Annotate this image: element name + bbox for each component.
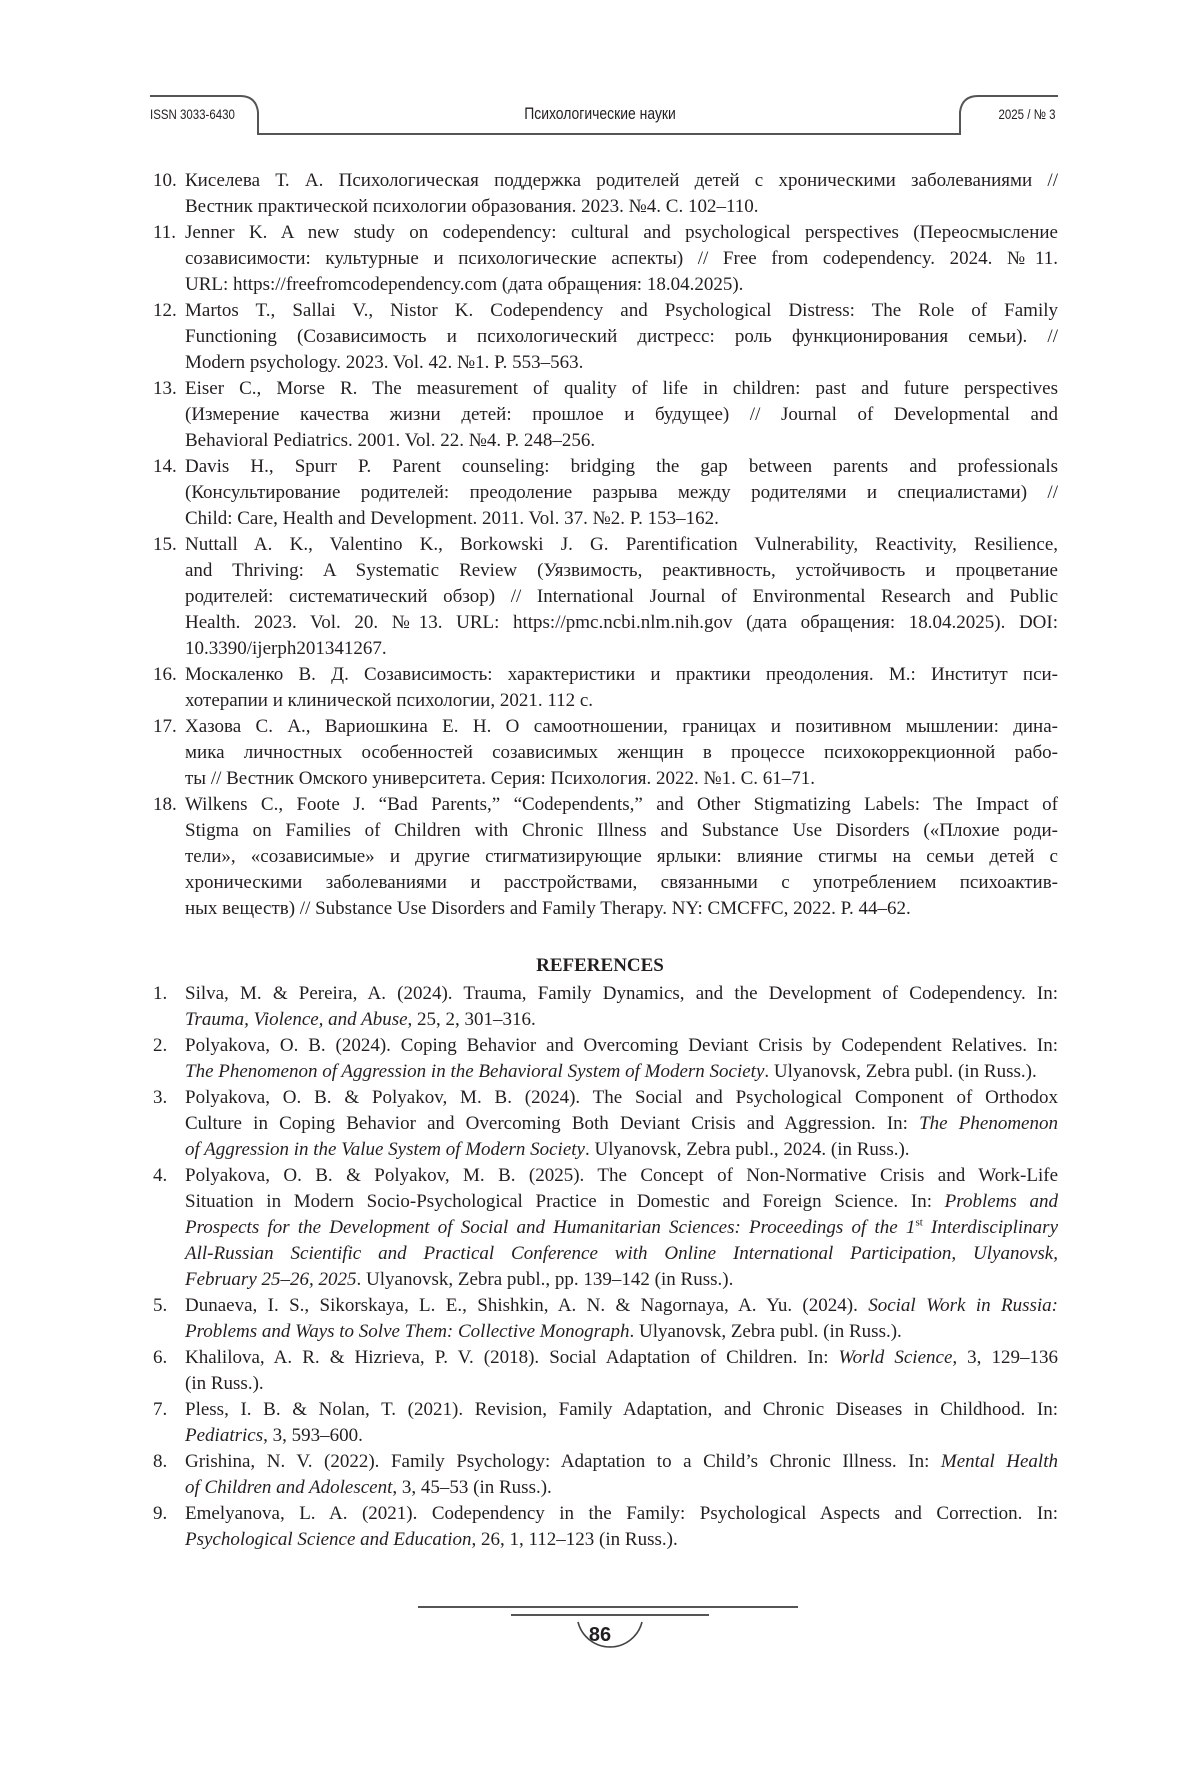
reference-line: [185, 1241, 1058, 1267]
reference-number: 15.: [153, 532, 177, 558]
reference-line: [185, 1189, 1058, 1215]
reference-number: 11.: [153, 220, 176, 246]
reference-line: хотерапии и клинической психологии, 2021. 112 с.: [185, 688, 1058, 714]
reference-item: [153, 298, 1058, 376]
reference-line: [185, 1085, 1058, 1111]
italic-text: Pediatrics: [185, 1425, 263, 1446]
reference-number: 17.: [153, 714, 177, 740]
reference-line: [185, 1449, 1058, 1475]
text-segment: Culture in Coping Behavior and Overcoming Both Deviant Crisis and Aggression. In:: [185, 1113, 919, 1134]
text-segment: (in Russ.).: [185, 1373, 264, 1394]
reference-line: [185, 1501, 1058, 1527]
italic-text: Trauma, Violence, and Abuse: [185, 1009, 408, 1030]
reference-line: and Thriving: A Systematic Review (Уязвимость, реактивность, устойчивость и процветание: [185, 558, 1058, 584]
reference-line: (Консультирование родителей: преодоление разрыва между родителями и специалистами) //: [185, 480, 1058, 506]
reference-line: Nuttall A. K., Valentino K., Borkowski J. G. Parentification Vulnerability, Reactivity, Resilience,: [185, 532, 1058, 558]
reference-number: 6.: [153, 1345, 167, 1371]
text-segment: Khalilova, A. R. & Hizrieva, P. V. (2018). Social Adaptation of Children. In:: [185, 1347, 839, 1368]
reference-item: [153, 1449, 1058, 1501]
reference-line: [185, 1267, 1058, 1293]
reference-line: [185, 1319, 1058, 1345]
reference-line: Wilkens C., Foote J. “Bad Parents,” “Codependents,” and Other Stigmatizing Labels: The Impact of: [185, 792, 1058, 818]
reference-line: [185, 1423, 1058, 1449]
reference-line: Functioning (Созависимость и психологический дистресс: роль функционирования семьи). //: [185, 324, 1058, 350]
reference-line: родителей: систематический обзор) // International Journal of Environmental Research and Public: [185, 584, 1058, 610]
reference-item: [153, 1397, 1058, 1449]
text-segment: . Ulyanovsk, Zebra publ., pp. 139–142 (in Russ.).: [357, 1269, 734, 1290]
italic-text: Mental Health: [941, 1451, 1058, 1472]
reference-number: 16.: [153, 662, 177, 688]
issue-label: 2025 / № 3: [999, 106, 1056, 122]
reference-number: 9.: [153, 1501, 167, 1527]
text-segment: Situation in Modern Socio-Psychological Practice in Domestic and Foreign Science. In:: [185, 1191, 945, 1212]
reference-item: [153, 714, 1058, 792]
reference-line: [185, 1111, 1058, 1137]
reference-line: мика личностных особенностей созависимых женщин в процессе психокоррекционной рабо-: [185, 740, 1058, 766]
reference-line: [185, 1397, 1058, 1423]
english-reference-list: [153, 981, 1058, 1553]
reference-item: [153, 1163, 1058, 1293]
italic-text: Prospects for the Development of Social and Humanitarian Sciences: Proceedings of the 1: [185, 1217, 915, 1238]
text-segment: . Ulyanovsk, Zebra publ., 2024. (in Russ.).: [585, 1139, 910, 1160]
reference-number: 3.: [153, 1085, 167, 1111]
text-segment: Dunaeva, I. S., Sikorskaya, L. E., Shishkin, A. N. & Nagornaya, A. Yu. (2024).: [185, 1295, 868, 1316]
text-segment: , 3, 593–600.: [263, 1425, 363, 1446]
reference-line: Child: Care, Health and Development. 2011. Vol. 37. №2. P. 153–162.: [185, 506, 1058, 532]
italic-text: All-Russian Scientific and Practical Conference with Online International Participation, Ulyanovsk,: [185, 1243, 1058, 1264]
reference-line: Davis H., Spurr P. Parent counseling: bridging the gap between parents and professionals: [185, 454, 1058, 480]
reference-line: [185, 1215, 1058, 1241]
reference-item: [153, 981, 1058, 1033]
text-segment: Silva, M. & Pereira, A. (2024). Trauma, Family Dynamics, and the Development of Codependency. In:: [185, 983, 1058, 1004]
reference-item: [153, 1293, 1058, 1345]
italic-text: February 25–26, 2025: [185, 1269, 357, 1290]
reference-line: Modern psychology. 2023. Vol. 42. №1. P. 553–563.: [185, 350, 1058, 376]
italic-text: Problems and: [945, 1191, 1058, 1212]
reference-item: [153, 1501, 1058, 1553]
reference-number: 13.: [153, 376, 177, 402]
reference-line: (Измерение качества жизни детей: прошлое и будущее) // Journal of Developmental and: [185, 402, 1058, 428]
issn-label: ISSN 3033-6430: [150, 106, 235, 122]
text-segment: Pless, I. B. & Nolan, T. (2021). Revision, Family Adaptation, and Chronic Diseases in Childhood. In:: [185, 1399, 1058, 1420]
text-segment: Polyakova, O. B. & Polyakov, M. B. (2025). The Concept of Non-Normative Crisis and Work-Life: [185, 1165, 1058, 1186]
reference-line: Eiser C., Morse R. The measurement of quality of life in children: past and future perspectives: [185, 376, 1058, 402]
reference-line: ты // Вестник Омского университета. Серия: Психология. 2022. №1. С. 61–71.: [185, 766, 1058, 792]
reference-item: [153, 454, 1058, 532]
reference-line: [185, 1371, 1058, 1397]
reference-number: 7.: [153, 1397, 167, 1423]
reference-item: [153, 376, 1058, 454]
reference-item: [153, 532, 1058, 662]
russian-reference-list: [153, 168, 1058, 922]
reference-number: 14.: [153, 454, 177, 480]
reference-line: ных веществ) // Substance Use Disorders and Family Therapy. NY: CMCFFC, 2022. P. 44–62.: [185, 896, 1058, 922]
italic-text: Interdisciplinary: [923, 1217, 1058, 1238]
reference-item: [153, 792, 1058, 922]
italic-text: of Aggression in the Value System of Modern Society: [185, 1139, 585, 1160]
reference-line: Behavioral Pediatrics. 2001. Vol. 22. №4. P. 248–256.: [185, 428, 1058, 454]
reference-item: [153, 1085, 1058, 1163]
reference-line: Москаленко В. Д. Созависимость: характеристики и практики преодоления. М.: Институт пси-: [185, 662, 1058, 688]
reference-line: [185, 1059, 1058, 1085]
reference-number: 2.: [153, 1033, 167, 1059]
reference-item: [153, 1345, 1058, 1397]
reference-item: [153, 1033, 1058, 1085]
reference-line: хроническими заболеваниями и расстройствами, связанными с употреблением психоактив-: [185, 870, 1058, 896]
text-segment: , 26, 1, 112–123 (in Russ.).: [472, 1529, 678, 1550]
text-segment: . Ulyanovsk, Zebra publ. (in Russ.).: [630, 1321, 902, 1342]
reference-line: [185, 1163, 1058, 1189]
reference-line: [185, 1007, 1058, 1033]
reference-line: тели», «созависимые» и другие стигматизирующие ярлыки: влияние стигмы на семьи детей с: [185, 844, 1058, 870]
text-segment: Grishina, N. V. (2022). Family Psychology: Adaptation to a Child’s Chronic Illness. In:: [185, 1451, 941, 1472]
italic-text: The Phenomenon of Aggression in the Behavioral System of Modern Society: [185, 1061, 764, 1082]
reference-line: Health. 2023. Vol. 20. №13. URL: https://pmc.ncbi.nlm.nih.gov (дата обращения: 18.04.2025). DOI:: [185, 610, 1058, 636]
reference-line: Киселева Т. А. Психологическая поддержка родителей детей с хроническими заболеваниями //: [185, 168, 1058, 194]
reference-line: [185, 1033, 1058, 1059]
italic-text: of Children and Adolescent: [185, 1477, 392, 1498]
reference-line: Stigma on Families of Children with Chronic Illness and Substance Use Disorders («Плохие роди-: [185, 818, 1058, 844]
italic-text: The Phenomenon: [919, 1113, 1058, 1134]
reference-number: 1.: [153, 981, 167, 1007]
reference-number: 5.: [153, 1293, 167, 1319]
reference-item: [153, 662, 1058, 714]
text-segment: . Ulyanovsk, Zebra publ. (in Russ.).: [764, 1061, 1036, 1082]
reference-line: [185, 1137, 1058, 1163]
text-segment: Emelyanova, L. A. (2021). Codependency in the Family: Psychological Aspects and Correction. In:: [185, 1503, 1058, 1524]
reference-line: [185, 1475, 1058, 1501]
reference-line: [185, 981, 1058, 1007]
text-segment: Polyakova, O. B. & Polyakov, M. B. (2024). The Social and Psychological Component of Orthodox: [185, 1087, 1058, 1108]
reference-item: [153, 168, 1058, 220]
italic-text: World Science,: [839, 1347, 958, 1368]
reference-number: 12.: [153, 298, 177, 324]
reference-line: URL: https://freefromcodependency.com (дата обращения: 18.04.2025).: [185, 272, 1058, 298]
reference-number: 18.: [153, 792, 177, 818]
reference-line: [185, 1345, 1058, 1371]
reference-line: Martos T., Sallai V., Nistor K. Codependency and Psychological Distress: The Role of Family: [185, 298, 1058, 324]
italic-text: Social Work in Russia:: [868, 1295, 1058, 1316]
header-frame: [0, 0, 1200, 150]
reference-line: Хазова С. А., Вариошкина Е. Н. О самоотношении, границах и позитивном мышлении: дина-: [185, 714, 1058, 740]
journal-title: Психологические науки: [108, 104, 1092, 124]
text-segment: 3, 129–136: [957, 1347, 1058, 1368]
text-segment: , 25, 2, 301–316.: [408, 1009, 536, 1030]
references-heading: REFERENCES: [0, 955, 1200, 977]
reference-number: 10.: [153, 168, 177, 194]
page-number: 86: [0, 1624, 1200, 1647]
reference-number: 4.: [153, 1163, 167, 1189]
reference-line: Вестник практической психологии образования. 2023. №4. С. 102–110.: [185, 194, 1058, 220]
italic-text: st: [915, 1217, 922, 1229]
reference-line: созависимости: культурные и психологические аспекты) // Free from codependency. 2024. №11.: [185, 246, 1058, 272]
reference-item: [153, 220, 1058, 298]
text-segment: , 3, 45–53 (in Russ.).: [392, 1477, 551, 1498]
reference-line: [185, 1527, 1058, 1553]
italic-text: Problems and Ways to Solve Them: Collective Monograph: [185, 1321, 630, 1342]
reference-line: [185, 1293, 1058, 1319]
reference-number: 8.: [153, 1449, 167, 1475]
reference-line: 10.3390/ijerph201341267.: [185, 636, 1058, 662]
text-segment: Polyakova, O. B. (2024). Coping Behavior and Overcoming Deviant Crisis by Codependent Relatives. In:: [185, 1035, 1058, 1056]
reference-line: Jenner K. A new study on codependency: cultural and psychological perspectives (Переосмысление: [185, 220, 1058, 246]
italic-text: Psychological Science and Education: [185, 1529, 472, 1550]
